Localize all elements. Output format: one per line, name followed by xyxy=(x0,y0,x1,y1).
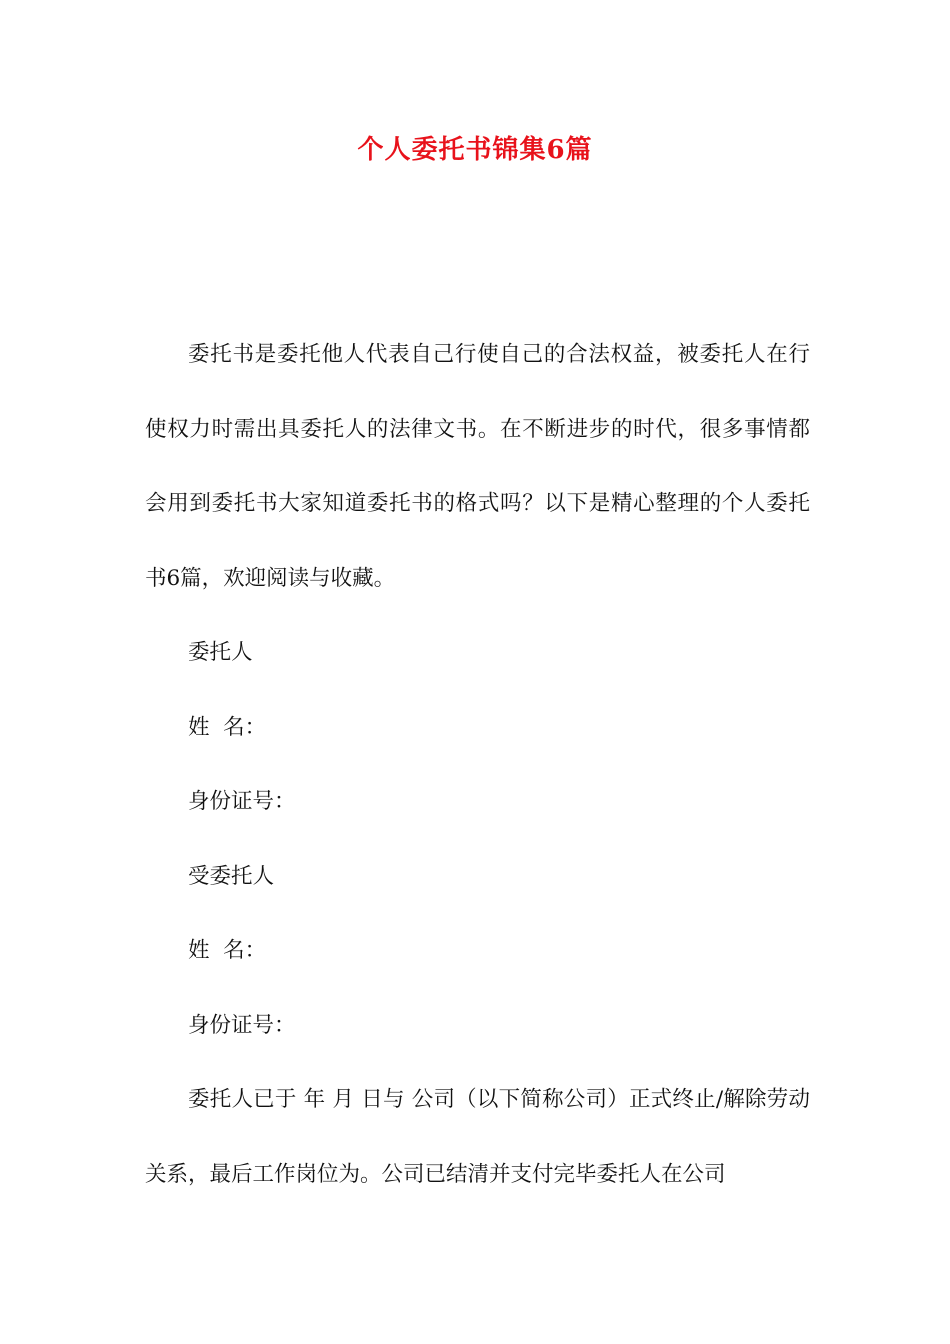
intro-paragraph: 委托书是委托他人代表自己行使自己的合法权益，被委托人在行使权力时需出具委托人的法律文书。在不断进步的时代，很多事情都会用到委托书大家知道委托书的格式吗？以下是精心整理的个人委托书6篇，欢迎阅读与收藏。 xyxy=(145,342,810,591)
principal-id-label: 身份证号： xyxy=(188,789,296,814)
document-title: 个人委托书锦集6篇 xyxy=(357,135,593,165)
document-body xyxy=(145,318,810,1212)
statement-paragraph: 委托人已于 年 月 日与 公司（以下简称公司）正式终止/解除劳动关系，最后工作岗位为。公司已结清并支付完毕委托人在公司 xyxy=(145,1087,810,1187)
principal-heading: 委托人 xyxy=(188,640,253,665)
agent-id-label: 身份证号： xyxy=(188,1012,296,1038)
agent-heading: 受委托人 xyxy=(188,863,275,889)
agent-name-label: 姓 名： xyxy=(188,938,267,963)
principal-name-label: 姓 名： xyxy=(188,714,267,740)
